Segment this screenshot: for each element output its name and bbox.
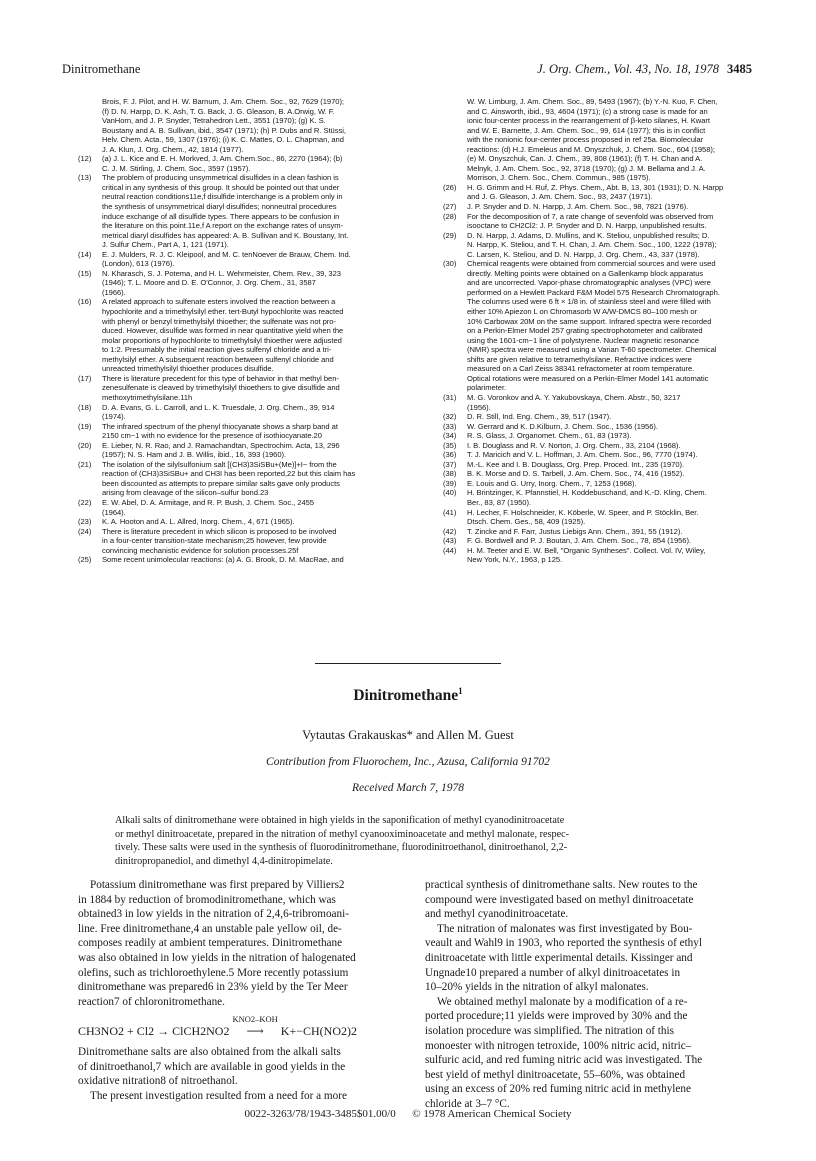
reference-line: hypochlorite and a trimethylsilyl ether. tert-Butyl hypochlorite was reacted <box>102 307 344 317</box>
reference-line: (e) M. Onyszchuk, Can. J. Chem., 39, 808 (1961); (f) T. H. Chan and A. <box>467 154 703 164</box>
article-authors: Vytautas Grakauskas* and Allen M. Guest <box>302 728 514 742</box>
reference-line: A related approach to sulfenate esters involved the reaction between a <box>102 297 336 307</box>
reference-line: The problem of producing unsymmetrical disulfides in a clean fashion is <box>102 173 339 183</box>
reference-number: (32) <box>443 412 457 422</box>
reference-line: Helv. Chem. Acta., 59, 1307 (1976); (i) K. C. Mattes, O. L. Chapman, and <box>102 135 344 145</box>
body-paragraph <box>78 878 394 1009</box>
reference-line: There is literature precedent for this type of behavior in that methyl ben- <box>102 373 339 383</box>
reference-line: unreacted trimethylsilyl thioether produces disulfide. <box>102 364 274 374</box>
reference-entry <box>443 536 765 546</box>
reference-line: N. Harpp, K. Steliou, and T. H. Chan, J. Am. Chem. Soc., 100, 1222 (1978); <box>467 240 717 250</box>
reference-line: W. W. Limburg, J. Am. Chem. Soc., 89, 5493 (1967); (b) Y.-N. Kuo, F. Chen, <box>467 97 718 106</box>
copyright: © 1978 American Chemical Society <box>412 1108 572 1120</box>
reference-entry <box>78 527 400 556</box>
reference-line: Dtsch. Chem. Ges., 58, 409 (1925). <box>467 517 586 527</box>
page-number: 3485 <box>727 62 752 76</box>
body-line: 10–20% yields in the nitration of alkyl malonates. <box>425 981 649 994</box>
reference-line: to 1:2. Presumably the initial reaction gives sulfenyl chloride and a tri- <box>102 345 332 355</box>
reference-entry <box>78 422 400 441</box>
reference-entry <box>78 517 400 527</box>
body-paragraph <box>425 878 741 922</box>
body-line: monoester with nitrogen tetroxide, 100% nitric acid, nitric– <box>425 1039 692 1052</box>
reference-entry <box>78 460 400 498</box>
reference-line: VanHorn, and J. P. Snyder, Tetrahedron Lett., 3551 (1970); (g) K. S. <box>102 116 326 126</box>
body-line: chloride at 3–7 °C. <box>425 1097 510 1110</box>
equation-product: K+−CH(NO2)2 <box>280 1024 357 1039</box>
body-line: Dinitromethane salts are also obtained from the alkali salts <box>78 1045 341 1058</box>
reference-line: arising from cleavage of the silicon–sulfur bond.23 <box>102 488 269 498</box>
reference-number: (39) <box>443 478 457 488</box>
reference-line: K. A. Hooton and A. L. Allred, Inorg. Chem., 4, 671 (1965). <box>102 517 295 527</box>
body-line: Potassium dinitromethane was first prepared by Villiers2 <box>90 879 345 891</box>
reference-line: the synthesis of unsymmetrical diaryl disulfides; nonneutral procedures <box>102 202 337 212</box>
reference-entry <box>78 297 400 373</box>
reference-entry <box>443 231 765 260</box>
body-line: ported procedure;11 yields were improved by 30% and the <box>425 1010 688 1023</box>
reference-number: (34) <box>443 431 457 441</box>
reference-line: reaction of (CH3)3SiSBu+ and CH3I has been reported,22 but this claim has <box>102 469 356 479</box>
reference-line: H. Lecher, F. Holschneider, K. Köberle, W. Speer, and P. Stöcklin, Ber. <box>467 507 699 517</box>
reference-line: Melnyk, J. Am. Chem. Soc., 92, 3718 (1970); (g) J. M. Bellama and J. A. <box>467 163 706 173</box>
reference-line: T. Zincke and F. Farr, Justus Liebigs Ann. Chem., 391, 55 (1912). <box>467 526 683 536</box>
reference-number: (17) <box>78 373 92 383</box>
reference-entry <box>78 269 400 298</box>
body-line: dinitroacetate with little experimental details. Kissinger and <box>425 951 693 964</box>
reference-line: (1974). <box>102 412 126 422</box>
body-line: isolation procedure was simplified. The nitration of this <box>425 1024 674 1037</box>
article-affiliation: Contribution from Fluorochem, Inc., Azusa, California 91702 <box>266 756 550 768</box>
reference-line: (1966). <box>102 287 126 297</box>
reference-line: F. G. Bordwell and P. J. Boutan, J. Am. Chem. Soc., 78, 854 (1956). <box>467 536 692 546</box>
reference-number: (20) <box>78 440 92 450</box>
body-line: reaction7 of chloronitromethane. <box>78 995 225 1008</box>
reference-line: reactions: (d) H.J. Emeleus and M. Onyszchuk, J. Chem. Soc., 604 (1958); <box>467 144 715 154</box>
body-left-column <box>78 878 394 1103</box>
body-line: of dinitroethanol,7 which are available in good yields in the <box>78 1060 346 1073</box>
reference-line: critical in any synthesis of this group. It should be pointed out that under <box>102 182 340 192</box>
reference-line: using the 1601-cm−1 line of polystyrene. Nuclear magnetic resonance <box>467 335 699 345</box>
abstract-line: or methyl dinitroacetate, prepared in the nitration of methyl cyanooximinoacetate and methyl malonate, respec- <box>115 828 570 840</box>
article-code: 0022-3263/78/1943-3485$01.00/0 <box>244 1108 396 1120</box>
reference-line: 2150 cm−1 with no evidence for the presence of isothiocyanate.20 <box>102 431 322 441</box>
reference-line: on a Perkin-Elmer Model 257 grating spectrophotometer and calibrated <box>467 326 703 336</box>
reference-line: neutral reaction conditions11e,f disulfide interchange is a problem only in <box>102 192 343 202</box>
equation-reagent: KNO2–KOH <box>232 1014 278 1025</box>
body-paragraph <box>425 922 741 995</box>
reference-line: methoxytrimethylsilane.11h <box>102 392 193 402</box>
reference-line: I. B. Douglass and R. V. Norton, J. Org. Chem., 33, 2104 (1968). <box>467 440 681 450</box>
reference-line: J. Sulfur Chem., Part A, 1, 121 (1971). <box>102 240 229 250</box>
reference-line: in a four-center transition-state mechanism;25 however, few provide <box>102 536 327 546</box>
reference-line: D. N. Harpp, J. Adams, D. Mullins, and K. Steliou, unpublished results; D. <box>467 230 710 240</box>
reference-line: E. Lieber, N. R. Rao, and J. Ramachandtan, Spectrochim. Acta, 13, 296 <box>102 440 340 450</box>
reference-line: Optical rotations were measured on a Perkin-Elmer Model 141 automatic <box>467 373 709 383</box>
reference-line: New York, N.Y., 1963, p 125. <box>467 555 563 565</box>
reference-number: (24) <box>78 526 92 536</box>
references-right-column <box>443 97 765 565</box>
body-line: practical synthesis of dinitromethane salts. New routes to the <box>425 879 698 891</box>
reference-line: ionic four-center process in the rearrangement of β-keto silanes, H. Kwart <box>467 116 710 126</box>
reference-number: (21) <box>78 459 92 469</box>
reference-line: directly. Melting points were obtained on a Gallenkamp block apparatus <box>467 268 704 278</box>
reference-entry <box>443 479 765 489</box>
reference-entry <box>78 173 400 249</box>
reference-line: molar proportions of hypochlorite to trimethylsilyl thioether were adjusted <box>102 335 342 345</box>
reference-number: (26) <box>443 182 457 192</box>
reference-line: and C. Ainsworth, ibid., 93, 4604 (1971); (c) a strong case is made for an <box>467 106 708 116</box>
equation-reactants: CH3NO2 + Cl2 → ClCH2NO2 <box>78 1024 230 1039</box>
reference-number: (28) <box>443 211 457 221</box>
reference-line: E. W. Abel, D. A. Armitage, and R. P. Bush, J. Chem. Soc., 2455 <box>102 497 314 507</box>
equation-arrow: KNO2–KOH ⟶ <box>232 1014 278 1039</box>
reference-entry <box>443 183 765 202</box>
reference-line: induce exchange of all disulfide types. There appears to be confusion in <box>102 211 340 221</box>
body-line: sulfuric acid, and red fuming nitric acid was investigated. The <box>425 1054 703 1067</box>
reference-line: performed on a Hewlett Packard F&M Model 575 Research Chromatograph. <box>467 287 720 297</box>
reference-entry <box>443 460 765 470</box>
reference-entry <box>443 488 765 507</box>
body-line: The nitration of malonates was first investigated by Bou- <box>437 922 693 935</box>
page-footer <box>0 1108 816 1120</box>
body-line: using an excess of 20% red fuming nitric acid in methylene <box>425 1083 691 1096</box>
reference-entry <box>78 403 400 422</box>
reference-entry <box>78 441 400 460</box>
reference-entry <box>443 450 765 460</box>
body-line: We obtained methyl malonate by a modification of a re- <box>437 995 688 1008</box>
reference-number: (41) <box>443 507 457 517</box>
body-line: composes readily at ambient temperatures. Dinitromethane <box>78 937 343 950</box>
reference-line: Morrison, J. Chem. Soc., Chem. Commun., 985 (1975). <box>467 173 651 183</box>
reference-line: Some recent unimolecular reactions: (a) A. G. Brook, D. M. MacRae, and <box>102 555 344 565</box>
title-footnote-ref: 1 <box>458 685 463 696</box>
reference-entry <box>443 202 765 212</box>
body-line: Ungnade10 prepared a number of alkyl dinitroacetates in <box>425 966 681 979</box>
reference-line: J. P. Snyder and D. N. Harpp, J. Am. Chem. Soc., 98, 7821 (1976). <box>467 202 689 212</box>
reference-number: (13) <box>78 173 92 183</box>
reference-entry <box>443 527 765 537</box>
reference-line: Chemical reagents were obtained from commercial sources and were used <box>467 259 716 269</box>
reference-number: (16) <box>78 297 92 307</box>
abstract-line: Alkali salts of dinitromethane were obtained in high yields in the saponification of methyl cyanodinitroacetate <box>115 815 565 826</box>
reference-line: N. Kharasch, S. J. Potema, and H. L. Wehrmeister, Chem. Rev., 39, 323 <box>102 268 341 278</box>
reference-line: convincing mechanistic evidence for solution processes.25f <box>102 545 299 555</box>
reference-entry <box>78 374 400 403</box>
reference-line: The columns used were 6 ft × 1/8 in. of stainless steel and were filled with <box>467 297 711 307</box>
reference-line: J. A. Klun, J. Org. Chem., 42, 1814 (1977). <box>102 144 244 154</box>
reference-number: (33) <box>443 421 457 431</box>
reference-line: polarimeter. <box>467 383 507 393</box>
reference-line: C. Larsen, K. Steliou, and D. N. Harpp, J. Org. Chem., 43, 337 (1978). <box>467 249 700 259</box>
reference-number: (40) <box>443 488 457 498</box>
reference-entry <box>443 441 765 451</box>
body-line: compound were investigated based on methyl dinitroacetate <box>425 893 694 906</box>
reference-entry <box>443 97 765 183</box>
reference-line: C. J. M. Stirling, J. Chem. Soc., 3597 (1957). <box>102 163 251 173</box>
reference-line: (1964). <box>102 507 126 517</box>
reference-line: H. Brintzinger, K. Pfannstiel, H. Koddebuschand, and K.-D. Kling, Chem. <box>467 488 707 498</box>
reference-number: (22) <box>78 497 92 507</box>
abstract <box>115 814 703 868</box>
reference-entry <box>443 431 765 441</box>
reference-line: measured on a Carl Zeiss 38341 refractometer at room temperature. <box>467 364 695 374</box>
body-line: The present investigation resulted from a need for a more <box>90 1089 347 1102</box>
reference-line: (London), 613 (1976). <box>102 259 175 269</box>
reference-line: H. G. Grimm and H. Ruf, Z. Phys. Chem., Abt. B, 13, 301 (1931); D. N. Harpp <box>467 182 724 192</box>
reference-line: There is literature precedent in which silicon is proposed to be involved <box>102 526 337 536</box>
reference-number: (30) <box>443 259 457 269</box>
article-title <box>0 687 816 705</box>
reference-line: M. G. Voronkov and A. Y. Yakubovskaya, Chem. Abstr., 50, 3217 <box>467 392 681 402</box>
reference-line: R. S. Glass, J. Organomet. Chem., 61, 83 (1973). <box>467 431 632 441</box>
reference-line: 10% Carbowax 20M on the same support. Infrared spectra were recorded <box>467 316 712 326</box>
reference-number: (42) <box>443 526 457 536</box>
references-left-column <box>78 97 400 565</box>
reference-line: duced. However, disulfide was formed in near quantitative yield when the <box>102 326 344 336</box>
reference-number: (37) <box>443 459 457 469</box>
body-line: veault and Wahl9 in 1903, who reported the synthesis of ethyl <box>425 937 702 950</box>
body-line: obtained3 in low yields in the nitration of 2,4,6-tribromoani- <box>78 908 349 921</box>
reference-line: W. Gerrard and K. D.Kilburn, J. Chem. Soc., 1536 (1956). <box>467 421 658 431</box>
section-divider <box>315 663 501 664</box>
reference-line: The isolation of the silylsulfonium salt [(CH3)3SiSBu+(Me)]+I− from the <box>102 459 337 469</box>
reference-number: (31) <box>443 392 457 402</box>
reference-number: (19) <box>78 421 92 431</box>
body-line: best yield of methyl dinitroacetate, 55–60%, was obtained <box>425 1068 686 1081</box>
reference-entry <box>78 250 400 269</box>
body-line: oxidative nitration8 of nitroethanol. <box>78 1075 238 1088</box>
running-header-left: Dinitromethane <box>62 62 141 76</box>
reference-line: E. Louis and G. Urry, Inorg. Chem., 7, 1253 (1968). <box>467 478 637 488</box>
body-right-column <box>425 878 741 1112</box>
running-header-right <box>537 62 752 77</box>
reference-line: B. K. Morse and D. S. Tarbell, J. Am. Chem. Soc., 74, 416 (1952). <box>467 469 685 479</box>
reference-line: D. R. Still, Ind. Eng. Chem., 39, 517 (1947). <box>467 412 612 422</box>
body-line: and methyl cyanodinitroacetate. <box>425 908 569 921</box>
reference-number: (43) <box>443 536 457 546</box>
body-line: line. Free dinitromethane,4 an unstable pale yellow oil, de- <box>78 922 342 935</box>
reference-line: For the decomposition of 7, a rate change of sevenfold was observed from <box>467 211 714 221</box>
received-date: Received March 7, 1978 <box>352 782 464 794</box>
reference-line: methylsilyl ether. A subsequent reaction between sulfenyl chloride and <box>102 354 334 364</box>
reference-number: (36) <box>443 450 457 460</box>
reference-line: (NMR) spectra were measured using a Varian T-60 spectrometer. Chemical <box>467 345 717 355</box>
reference-line: and J. G. Gleason, J. Am. Chem. Soc., 93, 2437 (1971). <box>467 192 653 202</box>
reference-line: isooctane to CH2Cl2: J. P. Snyder and D. N. Harpp, unpublished results. <box>467 221 707 231</box>
reference-entry <box>443 412 765 422</box>
reference-line: either 10% Apiezon L on Chromasorb W A/W-DMCS 80–100 mesh or <box>467 307 697 317</box>
reference-entry <box>78 498 400 517</box>
reference-line: T. J. Maricich and V. L. Hoffman, J. Am. Chem. Soc., 96, 7770 (1974). <box>467 450 698 460</box>
reference-line: (1946); T. L. Moore and D. E. O'Connor, J. Org. Chem., 31, 3587 <box>102 278 316 288</box>
reference-line: and W. E. Barnette, J. Am. Chem. Soc., 99, 614 (1977); this is in conflict <box>467 125 706 135</box>
reference-entry <box>443 546 765 565</box>
reference-number: (14) <box>78 249 92 259</box>
reference-line: Boustany and A. B. Sullivan, ibid., 3547 (1971); (h) P. Dubs and R. Stüssi, <box>102 125 346 135</box>
reference-entry <box>443 393 765 412</box>
body-line: was also obtained in low yields in the nitration of halogenated <box>78 951 356 964</box>
reference-line: D. A. Evans, G. L. Carroll, and L. K. Truesdale, J. Org. Chem., 39, 914 <box>102 402 335 412</box>
body-line: dinitromethane was prepared6 in 23% yield by the Ter Meer <box>78 981 348 994</box>
abstract-line: dinitropropanediol, and dimethyl 4,4-dinitropimelate. <box>115 855 333 867</box>
reference-entry <box>78 555 400 565</box>
reference-line: The infrared spectrum of the phenyl thiocyanate shows a sharp band at <box>102 421 338 431</box>
reference-line: H. M. Teeter and E. W. Bell, "Organic Syntheses". Collect. Vol. IV, Wiley, <box>467 545 706 555</box>
reference-line: (1956). <box>467 402 491 412</box>
reference-number: (18) <box>78 402 92 412</box>
reference-line: with the nonionic four-center process proposed in ref 25a. Biomolecular <box>467 135 704 145</box>
reference-line: zenesulfenate is cleaved by trimethylsilyl thioethers to give disulfide and <box>102 383 340 393</box>
reference-entry <box>443 508 765 527</box>
reference-line: (a) J. L. Kice and E. H. Morkved, J. Am. Chem.Soc., 86, 2270 (1964); (b) <box>102 154 343 164</box>
reference-number: (27) <box>443 202 457 212</box>
reference-line: Ber., 83, 87 (1950). <box>467 497 532 507</box>
reference-number: (15) <box>78 268 92 278</box>
body-paragraph <box>425 995 741 1112</box>
reference-line: the literature on this point.11e,f A report on the exchange rates of unsym- <box>102 221 343 231</box>
reference-line: shifts are given relative to tetramethylsilane. Refractive indices were <box>467 354 692 364</box>
reference-line: been discounted as attempts to prepare similar salts gave only products <box>102 478 340 488</box>
reference-number: (44) <box>443 545 457 555</box>
reaction-equation <box>78 1015 394 1039</box>
body-line: in 1884 by reduction of bromodinitromethane, which was <box>78 893 336 906</box>
body-line: olefins, such as trichloroethylene.5 More recently potassium <box>78 966 349 979</box>
body-paragraph <box>78 1045 394 1089</box>
reference-number: (25) <box>78 555 92 565</box>
abstract-line: tively. These salts were used in the synthesis of fluorodinitromethane, fluorodinitroethanol, dinitroethanol, 2,2- <box>115 842 568 854</box>
article-title-text: Dinitromethane <box>353 687 459 704</box>
reference-line: (1957); N. S. Ham and J. B. Willis, ibid., 16, 393 (1960). <box>102 450 287 460</box>
reference-entry <box>78 97 400 154</box>
reference-number: (23) <box>78 517 92 527</box>
reference-entry <box>78 154 400 173</box>
reference-line: metrical diaryl disulfides has appeared: A. B. Sullivan and K. Boustany, Int. <box>102 230 349 240</box>
reference-entry <box>443 469 765 479</box>
reference-line: with phenyl or benzyl trimethylsilyl thioether; the sulfenate was not pro- <box>102 316 336 326</box>
reference-number: (35) <box>443 440 457 450</box>
reference-number: (38) <box>443 469 457 479</box>
journal-citation: J. Org. Chem., Vol. 43, No. 18, 1978 <box>537 62 719 76</box>
reference-entry <box>443 259 765 393</box>
reference-number: (29) <box>443 230 457 240</box>
reference-number: (12) <box>78 154 92 164</box>
reference-line: M.-L. Kee and I. B. Douglass, Org. Prep. Proced. Int., 235 (1970). <box>467 459 685 469</box>
reference-line: E. J. Mulders, R. J. C. Kleipool, and M. C. tenNoever de Brauw, Chem. Ind. <box>102 249 351 259</box>
body-paragraph <box>78 1089 394 1104</box>
reference-line: Brois, F. J. Pilot, and H. W. Barnum, J. Am. Chem. Soc., 92, 7629 (1970); <box>102 97 344 106</box>
reference-line: and are uncorrected. Vapor-phase chromatographic analyses (VPC) were <box>467 278 711 288</box>
reference-entry <box>443 212 765 231</box>
reference-line: (f) D. N. Harpp, D. K. Ash, T. G. Back, J. G. Gleason, B. A.Orwig, W. F. <box>102 106 335 116</box>
reference-entry <box>443 422 765 432</box>
